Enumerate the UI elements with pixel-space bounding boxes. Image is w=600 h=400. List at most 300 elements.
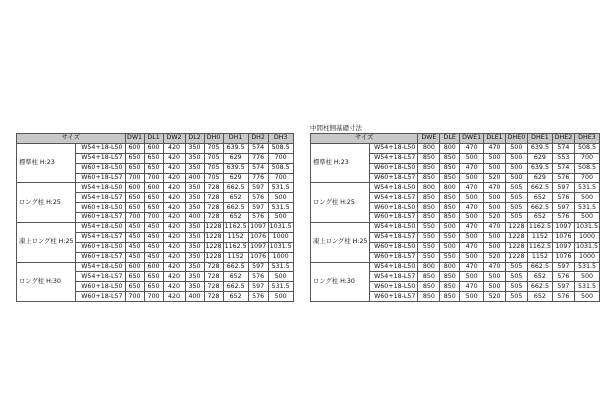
value-cell: 400 — [185, 292, 204, 302]
value-cell: 850 — [418, 173, 440, 183]
model-cell: W60+18-L57 — [75, 252, 125, 262]
value-cell: 597 — [248, 282, 268, 292]
value-cell: 500 — [460, 232, 484, 242]
value-cell: 450 — [144, 223, 163, 233]
value-cell: 470 — [460, 183, 484, 193]
value-cell: 1097 — [552, 223, 574, 233]
value-cell: 520 — [484, 252, 506, 262]
value-cell: 662.5 — [223, 262, 248, 272]
value-cell: 800 — [440, 183, 460, 193]
model-cell: W60+18-L50 — [75, 203, 125, 213]
value-cell: 850 — [440, 193, 460, 203]
value-cell: 500 — [268, 213, 293, 223]
value-cell: 576 — [248, 213, 268, 223]
value-cell: 420 — [163, 183, 185, 193]
value-cell: 531.5 — [574, 262, 599, 272]
value-cell: 639.5 — [527, 163, 552, 173]
value-cell: 531.5 — [574, 183, 599, 193]
value-cell: 420 — [163, 153, 185, 163]
right-table-title: 中間柱側基礎寸法 — [310, 124, 362, 132]
value-cell: 1162.5 — [223, 223, 248, 233]
value-cell: 553 — [552, 153, 574, 163]
value-cell: 597 — [552, 262, 574, 272]
column-header-dl2: DL2 — [185, 134, 204, 144]
value-cell: 629 — [223, 153, 248, 163]
value-cell: 531.5 — [574, 282, 599, 292]
column-header-dhe2: DHE2 — [552, 134, 574, 144]
model-cell: W54+18-L57 — [75, 272, 125, 282]
value-cell: 800 — [440, 143, 460, 153]
value-cell: 470 — [460, 223, 484, 233]
value-cell: 505 — [505, 193, 527, 203]
value-cell: 650 — [125, 153, 144, 163]
value-cell: 508.5 — [268, 163, 293, 173]
value-cell: 850 — [440, 153, 460, 163]
value-cell: 500 — [505, 173, 527, 183]
value-cell: 500 — [484, 282, 506, 292]
column-header-dw2: DW2 — [163, 134, 185, 144]
value-cell: 700 — [144, 173, 163, 183]
value-cell: 629 — [527, 153, 552, 163]
value-cell: 1228 — [505, 242, 527, 252]
value-cell: 650 — [144, 203, 163, 213]
value-cell: 508.5 — [574, 143, 599, 153]
value-cell: 850 — [440, 203, 460, 213]
value-cell: 505 — [505, 262, 527, 272]
value-cell: 850 — [418, 272, 440, 282]
value-cell: 500 — [574, 272, 599, 282]
value-cell: 650 — [144, 163, 163, 173]
model-cell: W60+18-L50 — [369, 203, 418, 213]
table-row — [311, 223, 600, 233]
value-cell: 1076 — [552, 252, 574, 262]
column-header-dle: DLE — [440, 134, 460, 144]
value-cell: 450 — [144, 232, 163, 242]
value-cell: 850 — [418, 203, 440, 213]
table-row — [17, 223, 294, 233]
group-label: ロング柱 H:30 — [311, 262, 370, 302]
value-cell: 500 — [505, 153, 527, 163]
table-row — [17, 143, 294, 153]
table-row — [17, 262, 294, 272]
value-cell: 531.5 — [268, 262, 293, 272]
value-cell: 639.5 — [223, 143, 248, 153]
value-cell: 700 — [144, 213, 163, 223]
value-cell: 705 — [204, 153, 223, 163]
value-cell: 728 — [204, 183, 223, 193]
value-cell: 574 — [248, 143, 268, 153]
value-cell: 1162.5 — [527, 242, 552, 252]
value-cell: 600 — [144, 262, 163, 272]
value-cell: 500 — [574, 213, 599, 223]
value-cell: 576 — [552, 213, 574, 223]
model-cell: W54+18-L57 — [75, 193, 125, 203]
value-cell: 450 — [144, 252, 163, 262]
value-cell: 639.5 — [527, 143, 552, 153]
group-label: 凍上ロング柱 H:25 — [17, 223, 76, 263]
value-cell: 1000 — [574, 232, 599, 242]
value-cell: 1152 — [223, 232, 248, 242]
value-cell: 650 — [144, 282, 163, 292]
value-cell: 500 — [484, 153, 506, 163]
value-cell: 500 — [574, 292, 599, 302]
value-cell: 400 — [185, 213, 204, 223]
value-cell: 500 — [460, 153, 484, 163]
value-cell: 500 — [460, 173, 484, 183]
value-cell: 420 — [163, 223, 185, 233]
value-cell: 776 — [248, 153, 268, 163]
table-row — [311, 143, 600, 153]
column-header-dwe: DWE — [418, 134, 440, 144]
value-cell: 420 — [163, 143, 185, 153]
value-cell: 800 — [418, 262, 440, 272]
value-cell: 776 — [248, 173, 268, 183]
value-cell: 850 — [418, 163, 440, 173]
value-cell: 350 — [185, 223, 204, 233]
value-cell: 1076 — [552, 232, 574, 242]
value-cell: 450 — [125, 223, 144, 233]
value-cell: 597 — [248, 262, 268, 272]
value-cell: 705 — [204, 173, 223, 183]
value-cell: 800 — [440, 262, 460, 272]
value-cell: 728 — [204, 213, 223, 223]
value-cell: 500 — [484, 163, 506, 173]
value-cell: 652 — [223, 193, 248, 203]
value-cell: 1000 — [574, 252, 599, 262]
table-row — [17, 183, 294, 193]
value-cell: 1162.5 — [527, 223, 552, 233]
value-cell: 470 — [484, 262, 506, 272]
value-cell: 470 — [484, 183, 506, 193]
value-cell: 850 — [440, 163, 460, 173]
value-cell: 1097 — [248, 223, 268, 233]
model-cell: W60+18-L57 — [369, 213, 418, 223]
value-cell: 728 — [204, 203, 223, 213]
column-header-size: サイズ — [311, 134, 418, 144]
group-label: ロング柱 H:25 — [17, 183, 76, 223]
value-cell: 550 — [418, 223, 440, 233]
value-cell: 705 — [204, 143, 223, 153]
value-cell: 500 — [460, 272, 484, 282]
value-cell: 1076 — [248, 252, 268, 262]
value-cell: 350 — [185, 163, 204, 173]
value-cell: 1031.5 — [574, 242, 599, 252]
value-cell: 505 — [505, 292, 527, 302]
value-cell: 500 — [505, 143, 527, 153]
value-cell: 1152 — [527, 252, 552, 262]
group-label: 凍上ロング柱 H:25 — [311, 223, 370, 263]
model-cell: W60+18-L57 — [75, 213, 125, 223]
value-cell: 1162.5 — [223, 242, 248, 252]
value-cell: 470 — [460, 143, 484, 153]
value-cell: 505 — [505, 183, 527, 193]
value-cell: 420 — [163, 292, 185, 302]
value-cell: 600 — [144, 183, 163, 193]
value-cell: 662.5 — [223, 282, 248, 292]
value-cell: 500 — [484, 203, 506, 213]
column-header-dl1: DL1 — [144, 134, 163, 144]
value-cell: 420 — [163, 213, 185, 223]
value-cell: 629 — [527, 173, 552, 183]
value-cell: 350 — [185, 282, 204, 292]
value-cell: 420 — [163, 262, 185, 272]
value-cell: 1228 — [204, 232, 223, 242]
value-cell: 1031.5 — [268, 223, 293, 233]
model-cell: W60+18-L57 — [369, 173, 418, 183]
value-cell: 728 — [204, 193, 223, 203]
value-cell: 1031.5 — [268, 242, 293, 252]
value-cell: 650 — [144, 153, 163, 163]
model-cell: W54+18-L57 — [369, 153, 418, 163]
value-cell: 576 — [552, 173, 574, 183]
model-cell: W54+18-L50 — [75, 143, 125, 153]
value-cell: 550 — [418, 232, 440, 242]
value-cell: 652 — [527, 193, 552, 203]
value-cell: 700 — [268, 173, 293, 183]
value-cell: 350 — [185, 193, 204, 203]
value-cell: 850 — [418, 213, 440, 223]
value-cell: 470 — [460, 242, 484, 252]
model-cell: W60+18-L50 — [75, 282, 125, 292]
value-cell: 850 — [418, 292, 440, 302]
value-cell: 470 — [460, 262, 484, 272]
value-cell: 597 — [248, 183, 268, 193]
model-cell: W60+18-L50 — [369, 242, 418, 252]
value-cell: 600 — [125, 262, 144, 272]
model-cell: W54+18-L57 — [75, 153, 125, 163]
column-header-dhe3: DHE3 — [574, 134, 599, 144]
value-cell: 576 — [552, 272, 574, 282]
value-cell: 576 — [552, 193, 574, 203]
column-header-dhe1: DHE1 — [527, 134, 552, 144]
value-cell: 652 — [527, 292, 552, 302]
model-cell: W54+18-L57 — [369, 193, 418, 203]
value-cell: 500 — [505, 163, 527, 173]
value-cell: 629 — [223, 173, 248, 183]
value-cell: 574 — [552, 163, 574, 173]
value-cell: 350 — [185, 153, 204, 163]
value-cell: 700 — [268, 153, 293, 163]
value-cell: 652 — [223, 272, 248, 282]
value-cell: 728 — [204, 282, 223, 292]
value-cell: 500 — [484, 193, 506, 203]
table-row — [311, 262, 600, 272]
value-cell: 550 — [440, 252, 460, 262]
value-cell: 850 — [418, 193, 440, 203]
value-cell: 597 — [552, 282, 574, 292]
model-cell: W60+18-L57 — [369, 252, 418, 262]
column-header-dh1: DH1 — [223, 134, 248, 144]
value-cell: 350 — [185, 262, 204, 272]
value-cell: 1228 — [204, 223, 223, 233]
value-cell: 470 — [460, 282, 484, 292]
value-cell: 574 — [248, 163, 268, 173]
value-cell: 500 — [440, 242, 460, 252]
value-cell: 850 — [440, 282, 460, 292]
value-cell: 728 — [204, 262, 223, 272]
value-cell: 1000 — [268, 252, 293, 262]
value-cell: 1097 — [248, 242, 268, 252]
value-cell: 500 — [484, 272, 506, 282]
right-table-container — [310, 133, 600, 302]
value-cell: 700 — [125, 213, 144, 223]
value-cell: 576 — [248, 272, 268, 282]
header-row — [17, 134, 294, 144]
model-cell: W60+18-L50 — [369, 163, 418, 173]
value-cell: 450 — [144, 242, 163, 252]
value-cell: 500 — [574, 193, 599, 203]
value-cell: 420 — [163, 203, 185, 213]
value-cell: 1152 — [223, 252, 248, 262]
value-cell: 1228 — [505, 252, 527, 262]
value-cell: 652 — [223, 292, 248, 302]
value-cell: 1152 — [527, 232, 552, 242]
value-cell: 850 — [440, 272, 460, 282]
model-cell: W60+18-L57 — [75, 173, 125, 183]
value-cell: 420 — [163, 242, 185, 252]
value-cell: 450 — [125, 232, 144, 242]
value-cell: 500 — [460, 193, 484, 203]
value-cell: 500 — [460, 292, 484, 302]
value-cell: 728 — [204, 272, 223, 282]
model-cell: W54+18-L50 — [369, 262, 418, 272]
model-cell: W54+18-L50 — [369, 143, 418, 153]
value-cell: 500 — [460, 252, 484, 262]
model-cell: W60+18-L50 — [75, 242, 125, 252]
model-cell: W54+18-L50 — [75, 183, 125, 193]
value-cell: 550 — [440, 232, 460, 242]
value-cell: 531.5 — [574, 203, 599, 213]
column-header-dhe0: DHE0 — [505, 134, 527, 144]
value-cell: 700 — [125, 292, 144, 302]
value-cell: 650 — [125, 272, 144, 282]
value-cell: 420 — [163, 252, 185, 262]
value-cell: 1228 — [204, 242, 223, 252]
value-cell: 470 — [484, 143, 506, 153]
group-label: 標準柱 H:23 — [17, 143, 76, 183]
value-cell: 728 — [204, 292, 223, 302]
value-cell: 652 — [527, 272, 552, 282]
value-cell: 1000 — [268, 232, 293, 242]
column-header-dh3: DH3 — [268, 134, 293, 144]
value-cell: 350 — [185, 232, 204, 242]
value-cell: 531.5 — [268, 183, 293, 193]
value-cell: 850 — [440, 173, 460, 183]
value-cell: 550 — [418, 252, 440, 262]
value-cell: 420 — [163, 232, 185, 242]
value-cell: 597 — [248, 203, 268, 213]
column-header-dh2: DH2 — [248, 134, 268, 144]
column-header-dw1: DW1 — [125, 134, 144, 144]
value-cell: 700 — [125, 173, 144, 183]
value-cell: 1228 — [505, 232, 527, 242]
header-row — [311, 134, 600, 144]
value-cell: 350 — [185, 252, 204, 262]
model-cell: W54+18-L50 — [75, 223, 125, 233]
value-cell: 350 — [185, 143, 204, 153]
value-cell: 470 — [460, 163, 484, 173]
value-cell: 450 — [125, 242, 144, 252]
left-table-container — [16, 133, 294, 302]
value-cell: 550 — [418, 242, 440, 252]
value-cell: 650 — [125, 282, 144, 292]
group-label: 標準柱 H:23 — [311, 143, 370, 183]
value-cell: 520 — [484, 173, 506, 183]
value-cell: 662.5 — [527, 203, 552, 213]
value-cell: 600 — [144, 143, 163, 153]
value-cell: 800 — [418, 143, 440, 153]
value-cell: 652 — [527, 213, 552, 223]
value-cell: 1228 — [204, 252, 223, 262]
model-cell: W54+18-L57 — [75, 232, 125, 242]
value-cell: 850 — [440, 213, 460, 223]
value-cell: 850 — [418, 282, 440, 292]
intermediate-post-foundation-table — [310, 133, 600, 302]
value-cell: 508.5 — [268, 143, 293, 153]
value-cell: 470 — [484, 223, 506, 233]
model-cell: W54+18-L57 — [369, 272, 418, 282]
value-cell: 700 — [574, 173, 599, 183]
value-cell: 508.5 — [574, 163, 599, 173]
value-cell: 662.5 — [527, 282, 552, 292]
model-cell: W54+18-L50 — [75, 262, 125, 272]
value-cell: 652 — [223, 213, 248, 223]
value-cell: 650 — [125, 193, 144, 203]
value-cell: 500 — [268, 193, 293, 203]
model-cell: W60+18-L50 — [369, 282, 418, 292]
column-header-dwe1: DWE1 — [460, 134, 484, 144]
value-cell: 500 — [268, 272, 293, 282]
value-cell: 662.5 — [223, 203, 248, 213]
value-cell: 662.5 — [527, 262, 552, 272]
value-cell: 700 — [144, 292, 163, 302]
value-cell: 850 — [418, 153, 440, 163]
table-row — [311, 183, 600, 193]
value-cell: 520 — [484, 292, 506, 302]
value-cell: 505 — [505, 203, 527, 213]
value-cell: 1031.5 — [574, 223, 599, 233]
value-cell: 531.5 — [268, 282, 293, 292]
value-cell: 350 — [185, 242, 204, 252]
value-cell: 450 — [125, 252, 144, 262]
model-cell: W60+18-L57 — [369, 292, 418, 302]
value-cell: 500 — [440, 223, 460, 233]
value-cell: 400 — [185, 173, 204, 183]
value-cell: 650 — [125, 203, 144, 213]
foundation-dimensions-table — [16, 133, 294, 302]
value-cell: 597 — [552, 203, 574, 213]
model-cell: W54+18-L50 — [369, 223, 418, 233]
value-cell: 650 — [125, 163, 144, 173]
value-cell: 520 — [484, 213, 506, 223]
value-cell: 500 — [460, 213, 484, 223]
value-cell: 576 — [248, 292, 268, 302]
model-cell: W54+18-L57 — [369, 232, 418, 242]
model-cell: W54+18-L50 — [369, 183, 418, 193]
value-cell: 1097 — [552, 242, 574, 252]
model-cell: W60+18-L50 — [75, 163, 125, 173]
value-cell: 576 — [248, 193, 268, 203]
value-cell: 350 — [185, 203, 204, 213]
value-cell: 800 — [418, 183, 440, 193]
value-cell: 505 — [505, 282, 527, 292]
value-cell: 576 — [552, 292, 574, 302]
value-cell: 662.5 — [223, 183, 248, 193]
value-cell: 420 — [163, 173, 185, 183]
value-cell: 600 — [125, 143, 144, 153]
model-cell: W60+18-L57 — [75, 292, 125, 302]
value-cell: 705 — [204, 163, 223, 173]
